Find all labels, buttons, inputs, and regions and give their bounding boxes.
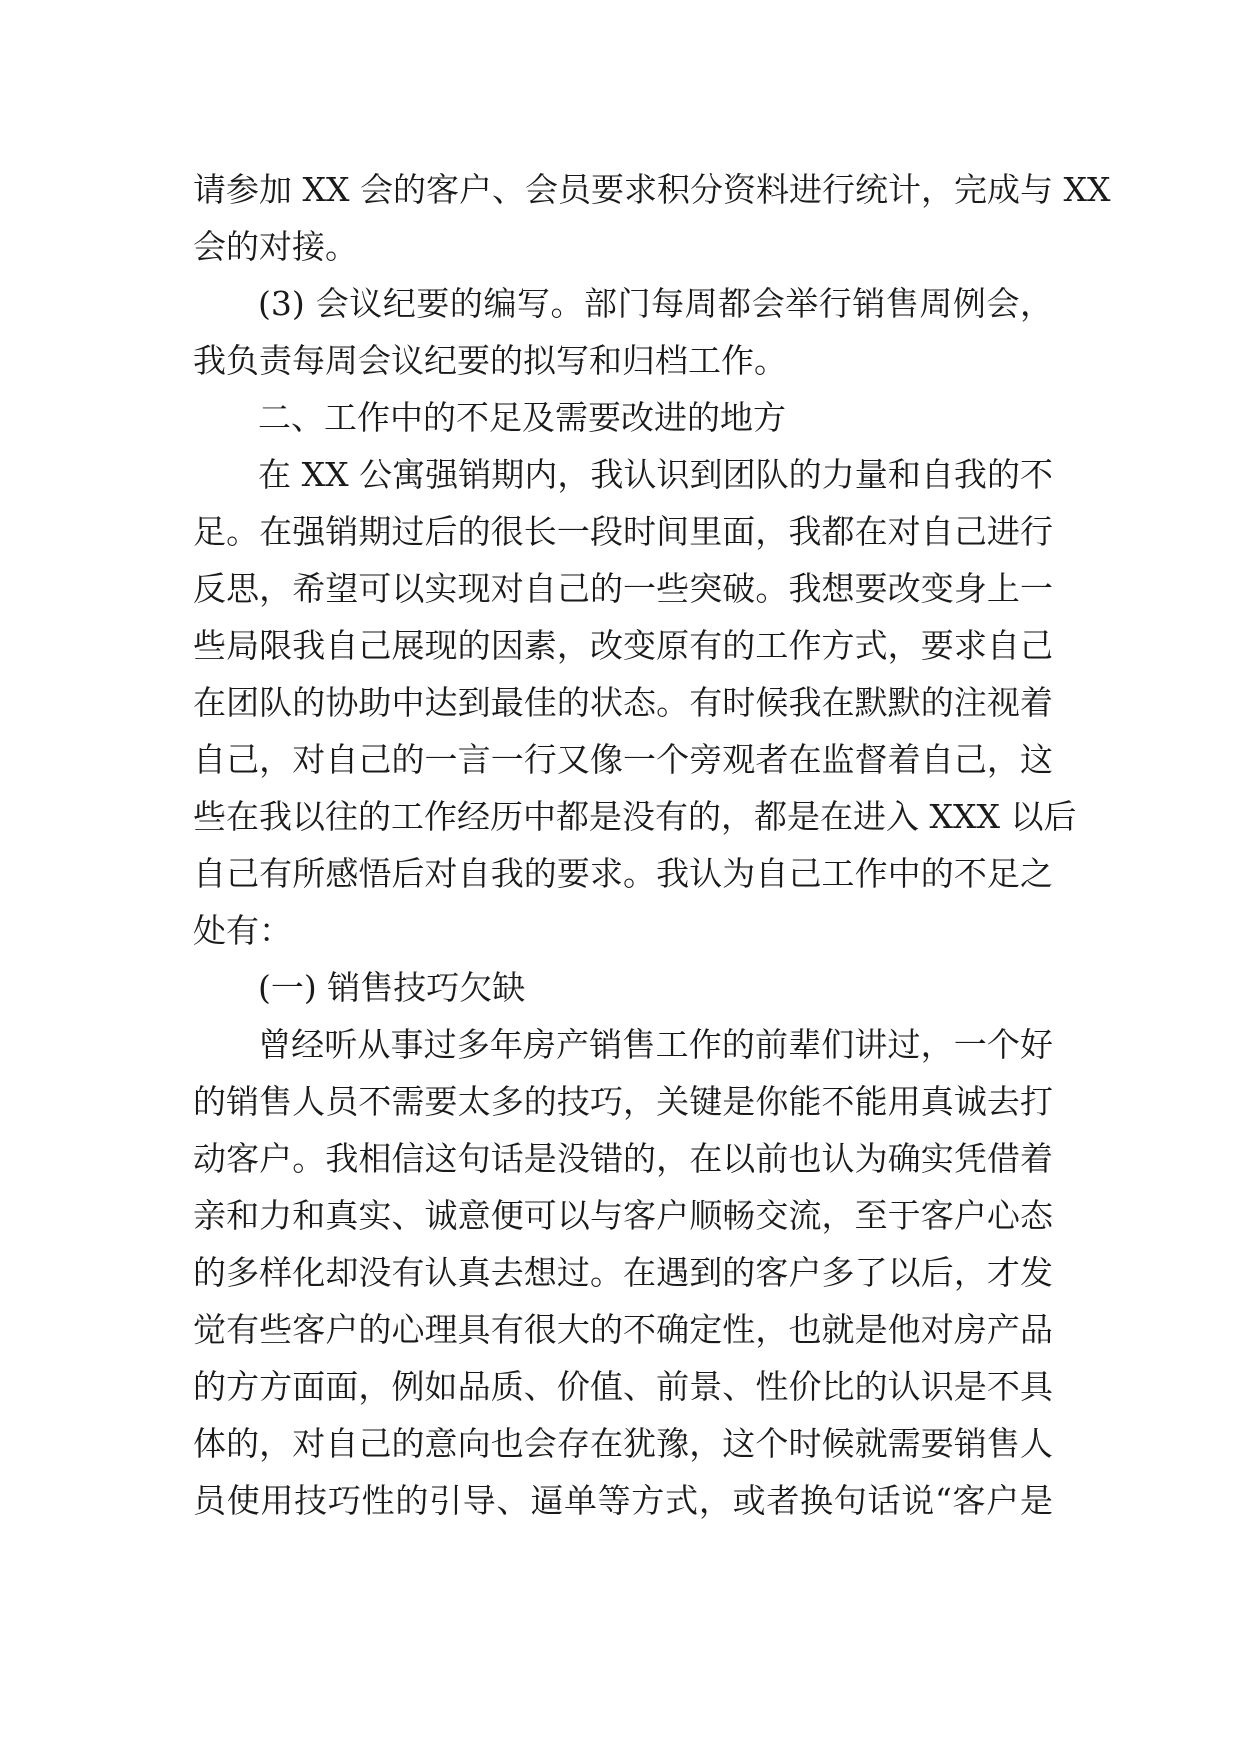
text-line: 动客户。我相信这句话是没错的，在以前也认为确实凭借着	[193, 1139, 1053, 1178]
text-line: 曾经听从事过多年房产销售工作的前辈们讲过，一个好	[258, 1025, 1053, 1064]
text-line: (3) 会议纪要的编写。部门每周都会举行销售周例会，	[258, 284, 1053, 323]
text-line: 自己有所感悟后对自我的要求。我认为自己工作中的不足之	[193, 854, 1053, 893]
text-line: 我负责每周会议纪要的拟写和归档工作。	[193, 341, 787, 380]
text-line: 些局限我自己展现的因素，改变原有的工作方式，要求自己	[193, 626, 1053, 665]
text-line: 请参加 XX 会的客户、会员要求积分资料进行统计，完成与 XX	[193, 170, 1111, 209]
text-line: 会的对接。	[193, 227, 358, 266]
text-line: 足。在强销期过后的很长一段时间里面，我都在对自己进行	[193, 512, 1053, 551]
section-heading: 二、工作中的不足及需要改进的地方	[258, 398, 786, 437]
text-line: 觉有些客户的心理具有很大的不确定性，也就是他对房产品	[193, 1310, 1053, 1349]
text-line: 的方方面面，例如品质、价值、前景、性价比的认识是不具	[193, 1367, 1053, 1406]
text-line: 些在我以往的工作经历中都是没有的，都是在进入 XXX 以后	[193, 797, 1077, 836]
text-line: 的多样化却没有认真去想过。在遇到的客户多了以后，才发	[193, 1253, 1053, 1292]
subsection-heading: (一) 销售技巧欠缺	[258, 968, 526, 1007]
text-line: 体的，对自己的意向也会存在犹豫，这个时候就需要销售人	[193, 1424, 1053, 1463]
text-line: 在团队的协助中达到最佳的状态。有时候我在默默的注视着	[193, 683, 1053, 722]
text-line: 在 XX 公寓强销期内，我认识到团队的力量和自我的不	[258, 455, 1053, 494]
text-line: 处有：	[193, 911, 292, 950]
text-line: 亲和力和真实、诚意便可以与客户顺畅交流，至于客户心态	[193, 1196, 1053, 1235]
text-line: 反思，希望可以实现对自己的一些突破。我想要改变身上一	[193, 569, 1053, 608]
text-line: 自己，对自己的一言一行又像一个旁观者在监督着自己，这	[193, 740, 1053, 779]
text-line: 员使用技巧性的引导、逼单等方式，或者换句话说“客户是	[193, 1481, 1053, 1520]
text-line: 的销售人员不需要太多的技巧，关键是你能不能用真诚去打	[193, 1082, 1053, 1121]
